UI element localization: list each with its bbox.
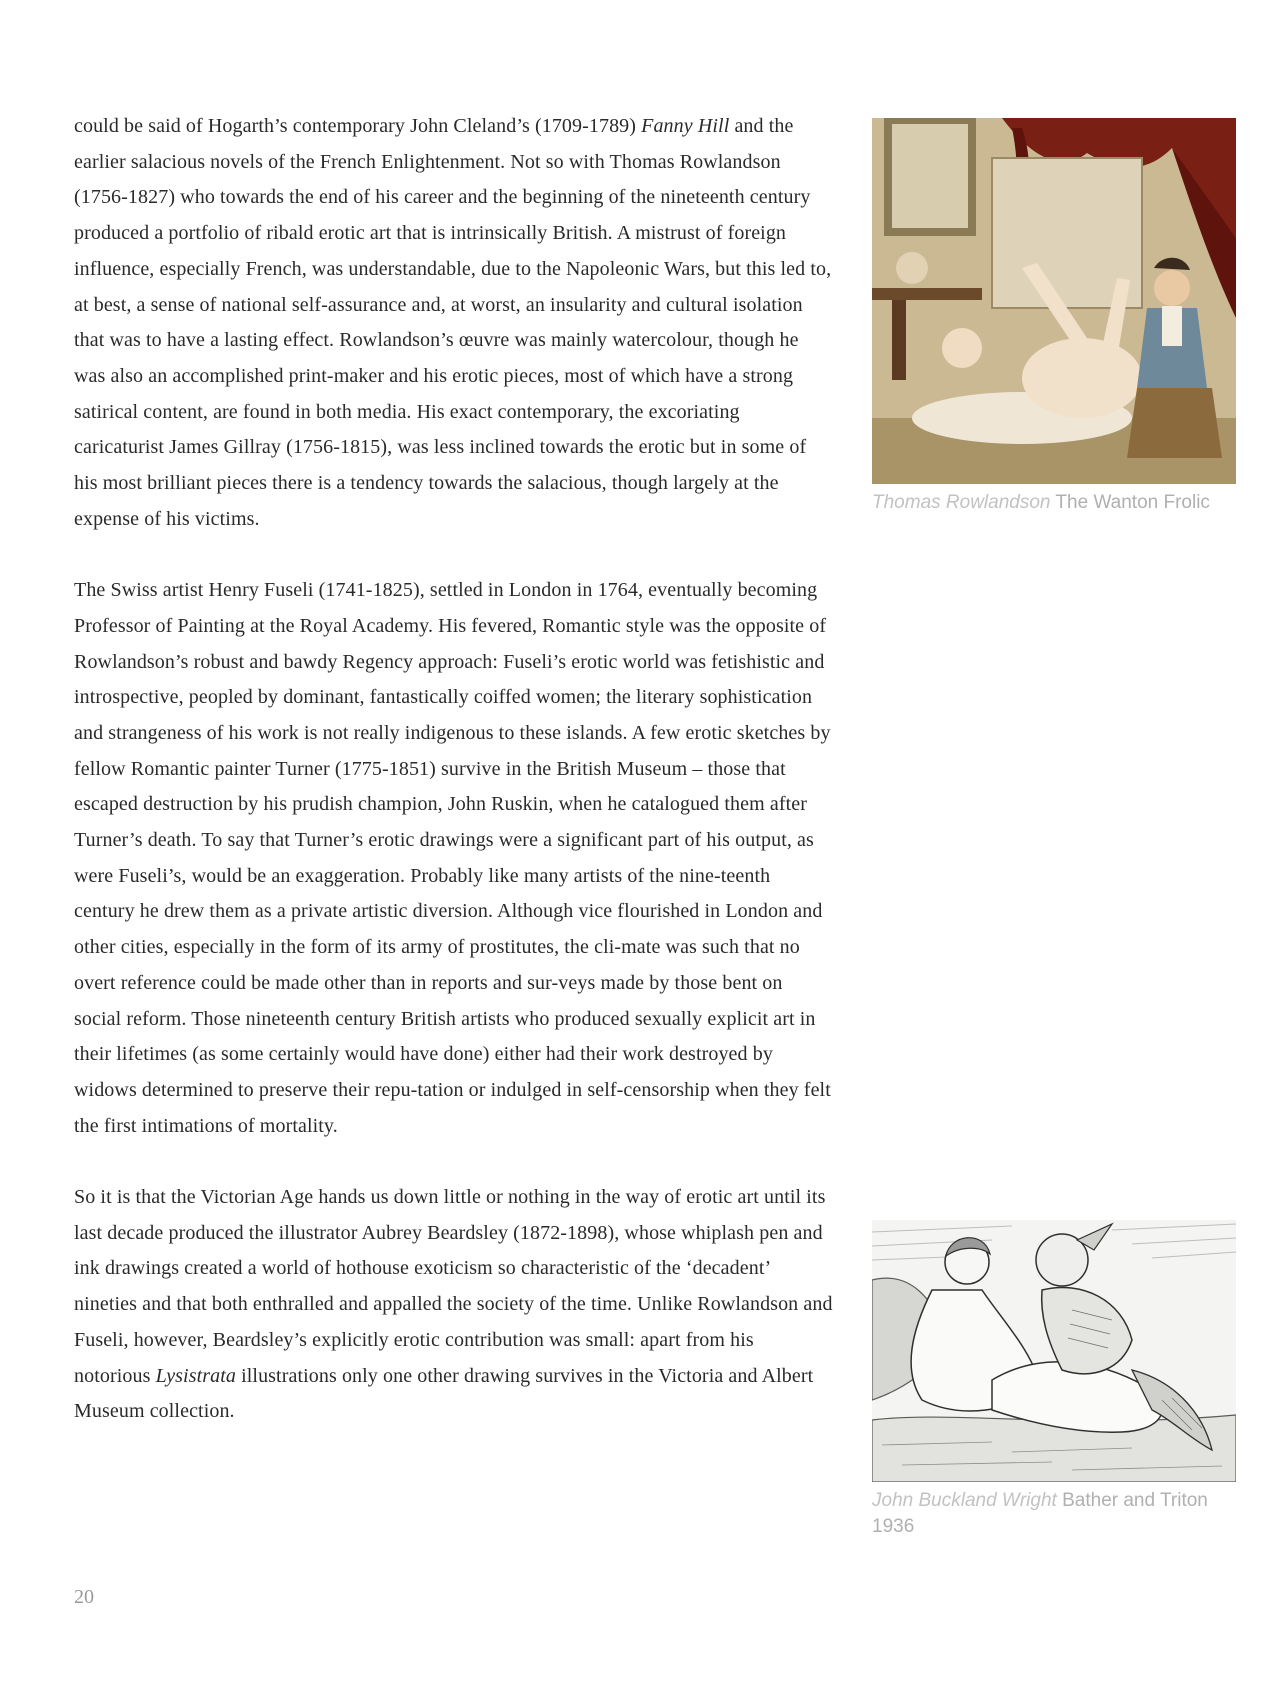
artwork-illustration: [872, 118, 1236, 484]
paragraph: The Swiss artist Henry Fuseli (1741-1825), settled in London in 1764, eventually becoming Professor of Painting at the Royal Academy. His fevered, Romantic style was the opposite of Rowlandson’s robust and bawdy Regency approach: Fuseli’s erotic world was fetishistic and introspective, peopled by dominant, fantastically coiffed women; the literary sophistication and strangeness of his work is not really indigenous to these islands. A few erotic sketches by fellow Romantic painter Turner (1775-1851) survive in the British Museum – those that escaped destruction by his prudish champion, John Ruskin, when he catalogued them after Turner’s death. To say that Turner’s erotic drawings were a significant part of his output, as were Fuseli’s, would be an exaggeration. Probably like many artists of the nine-teenth century he drew them as a private artistic diversion. Although vice flourished in London and other cities, especially in the form of its army of prostitutes, the cli-mate was such that no overt reference could be made other than in reports and sur-veys made by those bent on social reform. Those nineteenth century British artists who produced sexually explicit art in their lifetimes (as some certainly would have done) either had their work destroyed by widows determined to preserve their repu-tation or indulged in self-censorship when they felt the first intimations of mortality.: [74, 579, 831, 1137]
figure-caption: [872, 1488, 1236, 1540]
text-run: could be said of Hogarth’s contemporary John Cleland’s (1709-1789): [74, 115, 642, 137]
caption-title: The Wanton Frolic: [1050, 492, 1210, 513]
book-title-fanny-hill: Fanny Hill: [641, 115, 730, 137]
caption-artist: John Buckland Wright: [872, 1490, 1057, 1511]
page-number: 20: [74, 1586, 94, 1608]
artwork-illustration: [872, 1220, 1236, 1482]
figure-wanton-frolic: [872, 118, 1236, 516]
body-text: [74, 109, 834, 1466]
figure-caption: [872, 490, 1236, 516]
caption-title: Bather and Triton 1936: [872, 1490, 1208, 1537]
figure-bather-and-triton: [872, 1220, 1236, 1540]
text-run: illustrations only one other drawing survives in the Victoria and Albert Museum collection.: [74, 1364, 814, 1423]
text-run: and the earlier salacious novels of the French Enlightenment. Not so with Thomas Rowlandson (1756-1827) who towards the end of his career and the beginning of the nineteenth century produced a portfolio of ribald erotic art that is intrinsically British. A mistrust of foreign influence, especially French, was understandable, due to the Napoleonic Wars, but this led to, at best, a sense of national self-assurance and, at worst, an insularity and cultural isolation that was to have a lasting effect. Rowlandson’s œuvre was mainly watercolour, though he was also an accomplished print-maker and his erotic pieces, most of which have a strong satirical content, are found in both media. His exact contemporary, the excoriating caricaturist James Gillray (1756-1815), was less inclined towards the erotic but in some of his most brilliant pieces there is a tendency towards the salacious, though largely at the expense of his victims.: [74, 115, 832, 530]
book-title-lysistrata: Lysistrata: [155, 1364, 236, 1387]
paragraph: [74, 109, 834, 537]
text-run: So it is that the Victorian Age hands us down little or nothing in the way of erotic art until its last decade produced the illustrator Aubrey Beardsley (1872-1898), whose whiplash pen and ink drawings created a world of hothouse exoticism so characteristic of the ‘decadent’ nineties and that both enthralled and appalled the society of the time. Unlike Rowlandson and Fuseli, however, Beardsley’s explicitly erotic contribution was small: apart from his notorious: [74, 1186, 833, 1387]
artwork-image: [872, 1220, 1236, 1482]
artwork-image: [872, 118, 1236, 484]
paragraph: [74, 1180, 834, 1430]
caption-artist: Thomas Rowlandson: [872, 492, 1051, 513]
